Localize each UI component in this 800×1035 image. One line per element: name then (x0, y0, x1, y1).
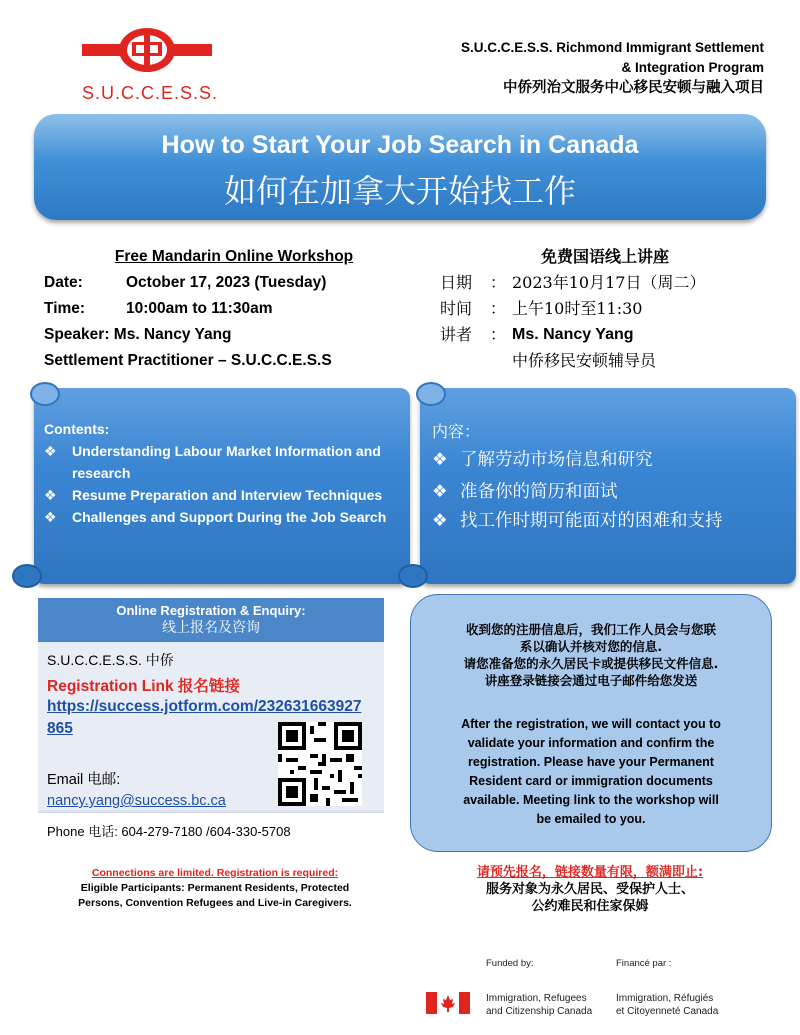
logo-text: S.U.C.C.E.S.S. (82, 83, 219, 103)
registration-body (38, 642, 384, 810)
title-en: How to Start Your Job Search in Canada (161, 131, 639, 159)
registration-heading-en: Online Registration & Enquiry: (116, 603, 306, 618)
notice-cn-line4: 讲座登录链接会通过电子邮件给您发送 (484, 673, 698, 688)
registration-link-label: Registration Link 报名链接 (47, 678, 240, 695)
speaker: Speaker: Ms. Nancy Yang (44, 326, 232, 343)
contents-list-cn (432, 444, 784, 534)
warning-cn: 请预先报名，链接数量有限，额满即止: (476, 865, 704, 880)
title-banner (34, 114, 766, 220)
org-name-en-line2: & Integration Program (621, 60, 764, 75)
scroll-curl-icon (30, 382, 60, 406)
list-item-text: Challenges and Support During the Job Search (72, 509, 387, 525)
workshop-heading-cn: 免费国语线上讲座 (540, 247, 669, 266)
date-value-cn: 2023年10月17日（周二） (512, 273, 706, 292)
speaker-label-cn: 讲者 (440, 325, 473, 344)
list-item (432, 476, 784, 508)
time-row-cn (440, 296, 770, 322)
registration-panel (38, 598, 384, 850)
list-item-text: 准备你的简历和面试 (460, 482, 618, 502)
registration-link[interactable]: https://success.jotform.com/232631663927865 (47, 698, 362, 737)
bullet-icon: ❖ (44, 509, 57, 525)
eligibility-cn-line2: 公约难民和住家保姆 (531, 899, 649, 914)
notice-en-line3: registration. Please have your Permanent (468, 755, 714, 769)
contents-list-en (44, 440, 400, 528)
funded-by-label: Funded by: (486, 958, 534, 969)
workshop-info-cn (440, 244, 770, 374)
registration-header (38, 598, 384, 642)
time-label-cn: 时间 (440, 299, 473, 318)
list-item-text: 了解劳动市场信息和研究 (460, 450, 653, 470)
org-name-cn: 中侨列治文服务中心移民安顿与融入项目 (503, 80, 764, 96)
notice-en-line1: After the registration, we will contact you to (461, 717, 721, 731)
notice-en-line6: be emailed to you. (536, 812, 646, 826)
title-cn: 如何在加拿大开始找工作 (223, 172, 576, 210)
notice-en-line5: available. Meeting link to the workshop will (463, 793, 719, 807)
registration-phone: Phone 电话: 604-279-7180 /604-330-5708 (38, 812, 384, 850)
contents-scroll-cn (420, 388, 796, 584)
workshop-heading-en: Free Mandarin Online Workshop (114, 248, 354, 265)
notice-cn-line3: 请您准备您的永久居民卡或提供移民文件信息. (463, 656, 719, 671)
scroll-curl-icon (398, 564, 428, 588)
notice-cn-line2: 系以确认并核对您的信息. (519, 639, 663, 654)
speaker-value-cn: Ms. Nancy Yang (512, 326, 634, 343)
bullet-icon: ❖ (432, 511, 448, 531)
ircc-fr-line1: Immigration, Réfugiés (616, 993, 714, 1004)
canada-flag-icon (426, 992, 470, 1014)
speaker-role: Settlement Practitioner – S.U.C.C.E.S.S (44, 352, 332, 369)
list-item (432, 444, 784, 476)
bullet-icon: ❖ (432, 482, 448, 502)
qr-code-icon[interactable] (278, 722, 362, 806)
ircc-en-line2: and Citizenship Canada (486, 1006, 593, 1017)
success-logo-icon (82, 24, 212, 76)
eligibility-note-en (40, 866, 390, 911)
list-item (44, 484, 400, 506)
speaker-role-cn: 中侨移民安顿辅导员 (512, 351, 657, 370)
date-label: Date: (44, 274, 83, 291)
registration-org: S.U.C.C.E.S.S. 中侨 (47, 652, 174, 668)
funding-footer (426, 956, 766, 1016)
bullet-icon: ❖ (432, 450, 448, 470)
ircc-fr-line2: et Citoyenneté Canada (616, 1006, 719, 1017)
list-item-text: 找工作时期可能面对的困难和支持 (460, 511, 723, 531)
scroll-curl-icon (416, 382, 446, 406)
date-label-cn: 日期 (440, 273, 473, 292)
scroll-curl-icon (12, 564, 42, 588)
notice-cn-line1: 收到您的注册信息后，我们工作人员会与您联 (465, 622, 716, 637)
date-row-cn (440, 270, 770, 296)
email-link[interactable]: nancy.yang@success.bc.ca (47, 793, 226, 809)
eligibility-note-cn (410, 864, 770, 915)
time-value: 10:00am to 11:30am (126, 300, 273, 317)
warning-en: Connections are limited. Registration is required: (91, 867, 339, 879)
date-row (44, 270, 404, 296)
time-row (44, 296, 404, 322)
time-value-cn: 上午10时至11:30 (512, 299, 643, 318)
colon: ： (490, 299, 507, 318)
organization-info (461, 38, 764, 98)
notice-en-line2: validate your information and confirm the (467, 736, 715, 750)
finance-par-label: Financé par : (616, 958, 672, 969)
bullet-icon: ❖ (44, 443, 57, 459)
workshop-info-en (44, 244, 404, 374)
list-item-text: Understanding Labour Market Information and research (72, 443, 381, 481)
eligibility-cn-line1: 服务对象为永久居民、受保护人士、 (485, 882, 694, 897)
contents-heading-cn: 内容： (432, 422, 481, 441)
time-label: Time: (44, 300, 86, 317)
eligibility-en-line1: Eligible Participants: Permanent Residents, Protected (80, 882, 350, 894)
registration-heading-cn: 线上报名及咨询 (162, 619, 260, 635)
speaker-row-cn (440, 322, 770, 348)
notice-en-line4: Resident card or immigration documents (469, 774, 713, 788)
contents-scroll-en (34, 388, 410, 584)
list-item-text: Resume Preparation and Interview Techniques (72, 487, 383, 503)
org-name-en-line1: S.U.C.C.E.S.S. Richmond Immigrant Settlement (460, 40, 764, 55)
registration-notice (410, 594, 772, 852)
list-item (44, 440, 400, 484)
list-item (432, 508, 784, 534)
colon: ： (490, 325, 507, 344)
email-label: Email 电邮: (47, 772, 121, 788)
colon: ： (490, 273, 507, 292)
contents-heading-en: Contents: (44, 421, 110, 437)
ircc-en-line1: Immigration, Refugees (486, 993, 587, 1004)
date-value: October 17, 2023 (Tuesday) (126, 274, 327, 291)
list-item (44, 506, 400, 528)
eligibility-en-line2: Persons, Convention Refugees and Live-in Caregivers. (78, 897, 352, 909)
success-logo (82, 24, 219, 103)
bullet-icon: ❖ (44, 487, 57, 503)
